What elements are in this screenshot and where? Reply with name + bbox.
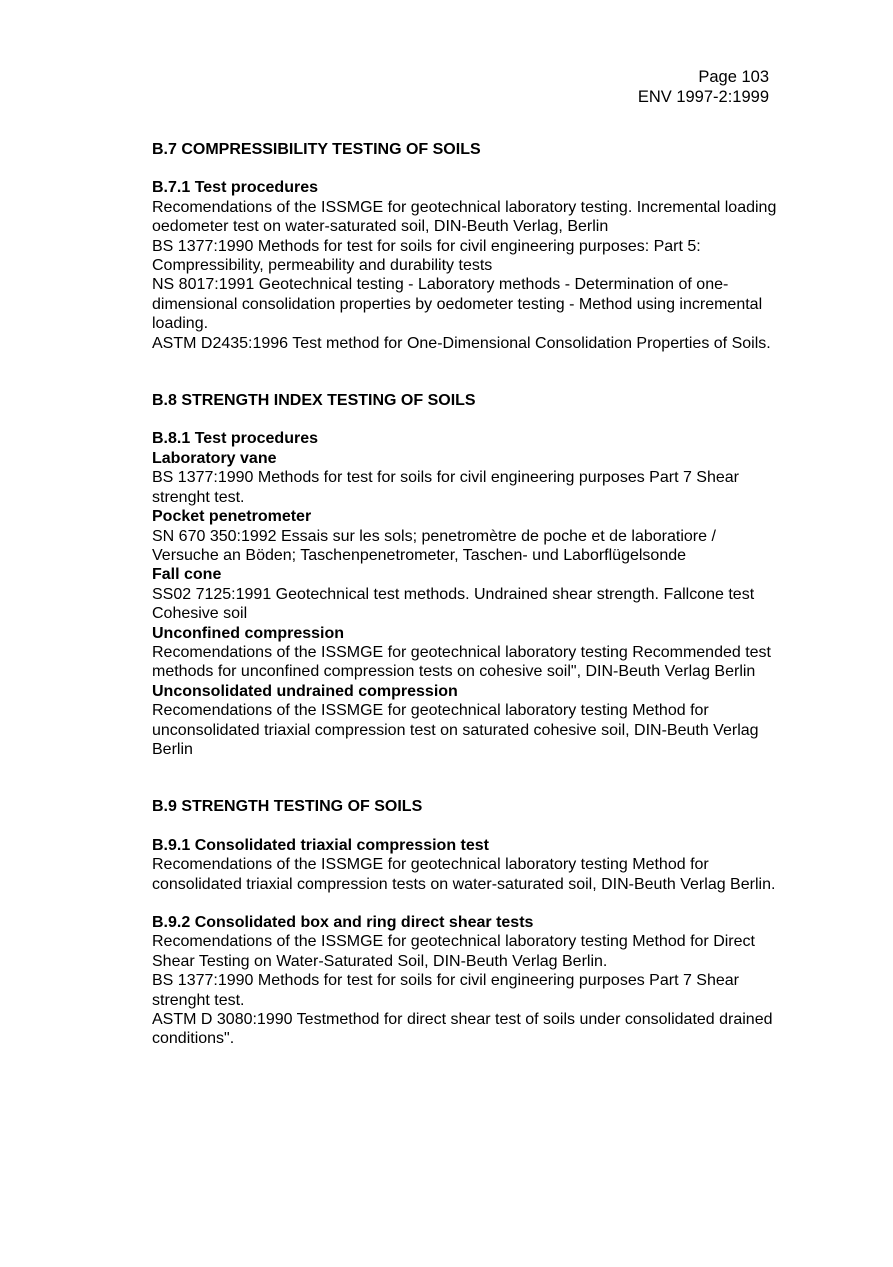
text-line: Compressibility, permeability and durability tests: [152, 257, 493, 275]
text-line: BS 1377:1990 Methods for test for soils for civil engineering purposes Part 7 Shear: [152, 972, 739, 990]
text-line: NS 8017:1991 Geotechnical testing - Laboratory methods - Determination of one-: [152, 276, 729, 294]
text-line: BS 1377:1990 Methods for test for soils for civil engineering purposes: Part 5:: [152, 237, 701, 255]
subheading-unconsolidated-undrained: Unconsolidated undrained compression: [152, 682, 458, 700]
text-line: loading.: [152, 315, 209, 333]
section-b8-1-title: B.8.1 Test procedures: [152, 430, 318, 448]
section-b7-title: B.7 COMPRESSIBILITY TESTING OF SOILS: [152, 141, 481, 158]
text-line: Recomendations of the ISSMGE for geotechnical laboratory testing. Incremental loading: [152, 198, 777, 216]
page-header: [638, 68, 769, 107]
text-line: SS02 7125:1991 Geotechnical test methods. Undrained shear strength. Fallcone test: [152, 585, 755, 603]
text-line: conditions".: [152, 1030, 235, 1048]
text-line: Berlin: [152, 740, 193, 758]
text-line: methods for unconfined compression tests on cohesive soil", DIN-Beuth Verlag Berlin: [152, 663, 756, 681]
subheading-pocket-penetrometer: Pocket penetrometer: [152, 508, 312, 526]
section-b9-1-title: B.9.1 Consolidated triaxial compression test: [152, 836, 489, 854]
document-code: ENV 1997-2:1999: [637, 87, 769, 106]
text-line: SN 670 350:1992 Essais sur les sols; penetromètre de poche et de laboratiore /: [152, 527, 716, 545]
subheading-fall-cone: Fall cone: [152, 566, 222, 584]
section-b7-1-title: B.7.1 Test procedures: [152, 179, 318, 197]
subheading-laboratory-vane: Laboratory vane: [152, 449, 277, 467]
text-line: Recomendations of the ISSMGE for geotechnical laboratory testing Recommended test: [152, 643, 771, 661]
text-line: Cohesive soil: [152, 605, 248, 623]
subheading-unconfined-compression: Unconfined compression: [152, 624, 345, 642]
text-line: Shear Testing on Water-Saturated Soil, DIN-Beuth Verlag Berlin.: [152, 952, 608, 970]
text-line: Recomendations of the ISSMGE for geotechnical laboratory testing Method for: [152, 702, 709, 720]
text-line: consolidated triaxial compression tests on water-saturated soil, DIN-Beuth Verlag Berlin.: [152, 875, 776, 893]
text-line: dimensional consolidation properties by oedometer testing - Method using incremental: [152, 295, 763, 313]
section-b9-title: B.9 STRENGTH TESTING OF SOILS: [152, 798, 423, 816]
text-line: oedometer test on water-saturated soil, DIN-Beuth Verlag, Berlin: [152, 218, 609, 236]
section-b9-2-title: B.9.2 Consolidated box and ring direct shear tests: [152, 914, 534, 931]
text-line: strenght test.: [152, 488, 245, 506]
text-line: unconsolidated triaxial compression test on saturated cohesive soil, DIN-Beuth Verlag: [152, 721, 759, 739]
text-line: BS 1377:1990 Methods for test for soils for civil engineering purposes Part 7 Shear: [152, 469, 739, 487]
text-line: strenght test.: [152, 991, 245, 1009]
text-line: Recomendations of the ISSMGE for geotechnical laboratory testing Method for: [152, 856, 709, 874]
document-body: [152, 140, 812, 1049]
text-line: Versuche an Böden; Taschenpenetrometer, Taschen- und Laborflügelsonde: [152, 546, 687, 564]
section-b8-title: B.8 STRENGTH INDEX TESTING OF SOILS: [152, 392, 476, 410]
page-number: Page 103: [698, 68, 769, 86]
text-line: ASTM D 3080:1990 Testmethod for direct shear test of soils under consolidated drained: [152, 1011, 773, 1029]
text-line: Recomendations of the ISSMGE for geotechnical laboratory testing Method for Direct: [152, 933, 755, 951]
text-line: ASTM D2435:1996 Test method for One-Dimensional Consolidation Properties of Soils.: [152, 334, 771, 352]
